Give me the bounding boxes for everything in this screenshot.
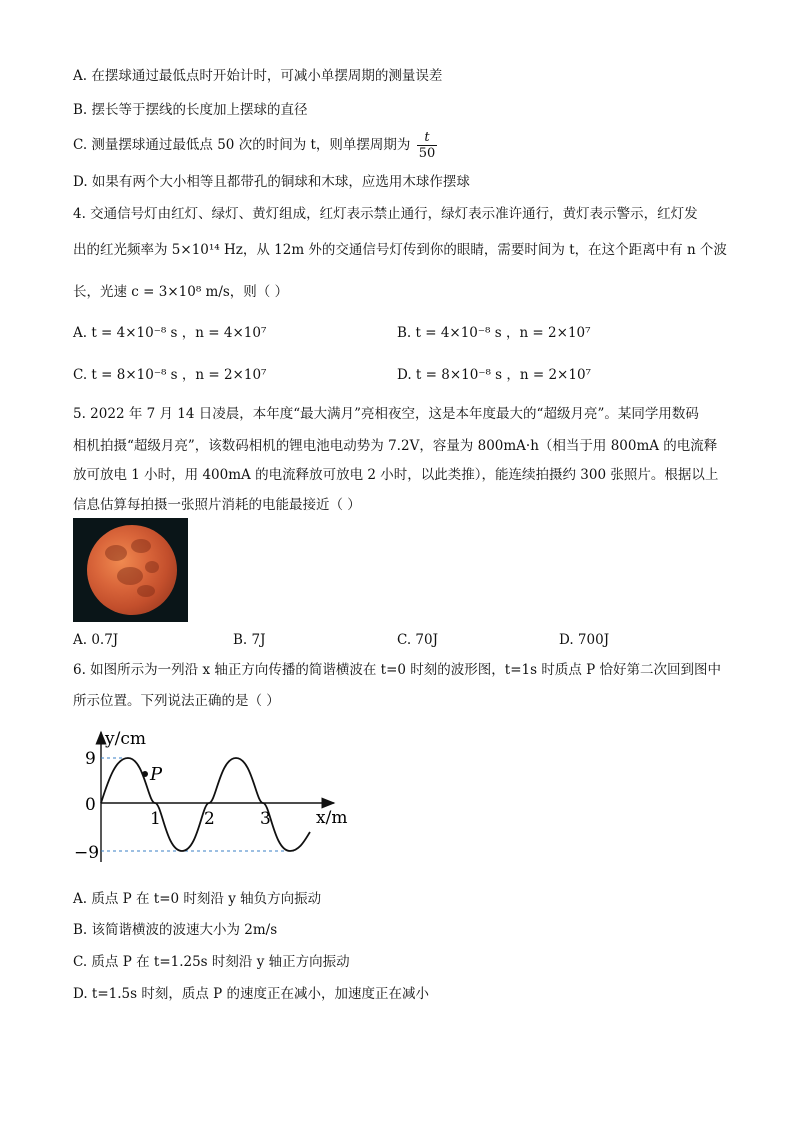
- q5-option-b: B. 7J: [233, 632, 266, 648]
- y-axis-label: y/cm: [105, 729, 146, 749]
- q4-option-c: C. t = 8×10⁻⁸ s ，n = 2×10⁷: [73, 367, 267, 383]
- q3-option-b: B. 摆长等于摆线的长度加上摆球的直径: [73, 102, 308, 118]
- q5-option-a: A. 0.7J: [73, 632, 119, 648]
- q3-option-a: A. 在摆球通过最低点时开始计时，可减小单摆周期的测量误差: [73, 68, 443, 84]
- q4-stem-line2: 出的红光频率为 5×10¹⁴ Hz，从 12m 外的交通信号灯传到你的眼睛，需要时间为 t，在这个距离中有 n 个波: [73, 242, 727, 258]
- q6-stem-line2: 所示位置。下列说法正确的是（ ）: [73, 693, 280, 709]
- x-tick-2: 2: [204, 809, 215, 829]
- origin-label: 0: [85, 795, 96, 815]
- q5-stem-line2: 相机拍摄“超级月亮”，该数码相机的锂电池电动势为 7.2V，容量为 800mA·h（相当于用 800mA 的电流释: [73, 438, 718, 454]
- x-tick-3: 3: [260, 809, 271, 829]
- q6-stem-line1: 6. 如图所示为一列沿 x 轴正方向传播的简谐横波在 t=0 时刻的波形图，t=1s 时质点 P 恰好第二次回到图中: [73, 662, 721, 678]
- q5-stem-line1: 5. 2022 年 7 月 14 日凌晨，本年度“最大满月”亮相夜空，这是本年度最大的“超级月亮”。某同学用数码: [73, 406, 699, 422]
- q6-option-b: B. 该简谐横波的波速大小为 2m/s: [73, 922, 278, 938]
- y-min-label: −9: [74, 843, 100, 863]
- moon-image: [87, 525, 177, 615]
- q3-option-d: D. 如果有两个大小相等且都带孔的铜球和木球，应选用木球作摆球: [73, 174, 470, 190]
- wave-curve: [101, 758, 310, 851]
- q6-option-d: D. t=1.5s 时刻，质点 P 的速度正在减小，加速度正在减小: [73, 986, 430, 1002]
- period-fraction: [417, 131, 438, 161]
- q5-stem-line4: 信息估算每拍摄一张照片消耗的电能最接近（ ）: [73, 497, 361, 513]
- fraction-numerator: t: [424, 129, 430, 145]
- q5-stem-line3: 放可放电 1 小时，用 400mA 的电流释放可放电 2 小时，以此类推），能连续拍摄约 300 张照片。根据以上: [73, 467, 719, 483]
- q4-option-b: B. t = 4×10⁻⁸ s ，n = 2×10⁷: [397, 325, 591, 341]
- y-max-label: 9: [85, 749, 96, 769]
- q3-option-c-text: C. 测量摆球通过最低点 50 次的时间为 t，则单摆周期为: [73, 137, 411, 153]
- q5-option-c: C. 70J: [397, 632, 439, 648]
- q4-option-a: A. t = 4×10⁻⁸ s ，n = 4×10⁷: [73, 325, 267, 341]
- q4-stem-line1: 4. 交通信号灯由红灯、绿灯、黄灯组成，红灯表示禁止通行，绿灯表示准许通行，黄灯表示警示，红灯发: [73, 206, 698, 222]
- q6-option-c: C. 质点 P 在 t=1.25s 时刻沿 y 轴正方向振动: [73, 954, 350, 970]
- q4-option-d: D. t = 8×10⁻⁸ s ，n = 2×10⁷: [397, 367, 591, 383]
- q5-option-d: D. 700J: [559, 632, 610, 648]
- q6-option-a: A. 质点 P 在 t=0 时刻沿 y 轴负方向振动: [73, 891, 322, 907]
- point-p-label: P: [150, 764, 163, 785]
- wave-graph: [72, 722, 362, 867]
- supermoon-photo: [73, 518, 188, 622]
- x-tick-1: 1: [150, 809, 161, 829]
- q3-option-c: [73, 128, 437, 162]
- point-p: [142, 771, 148, 777]
- q4-stem-line3: 长，光速 c = 3×10⁸ m/s，则（ ）: [73, 284, 289, 300]
- x-axis-label: x/m: [316, 808, 348, 828]
- fraction-denominator: 50: [418, 145, 436, 161]
